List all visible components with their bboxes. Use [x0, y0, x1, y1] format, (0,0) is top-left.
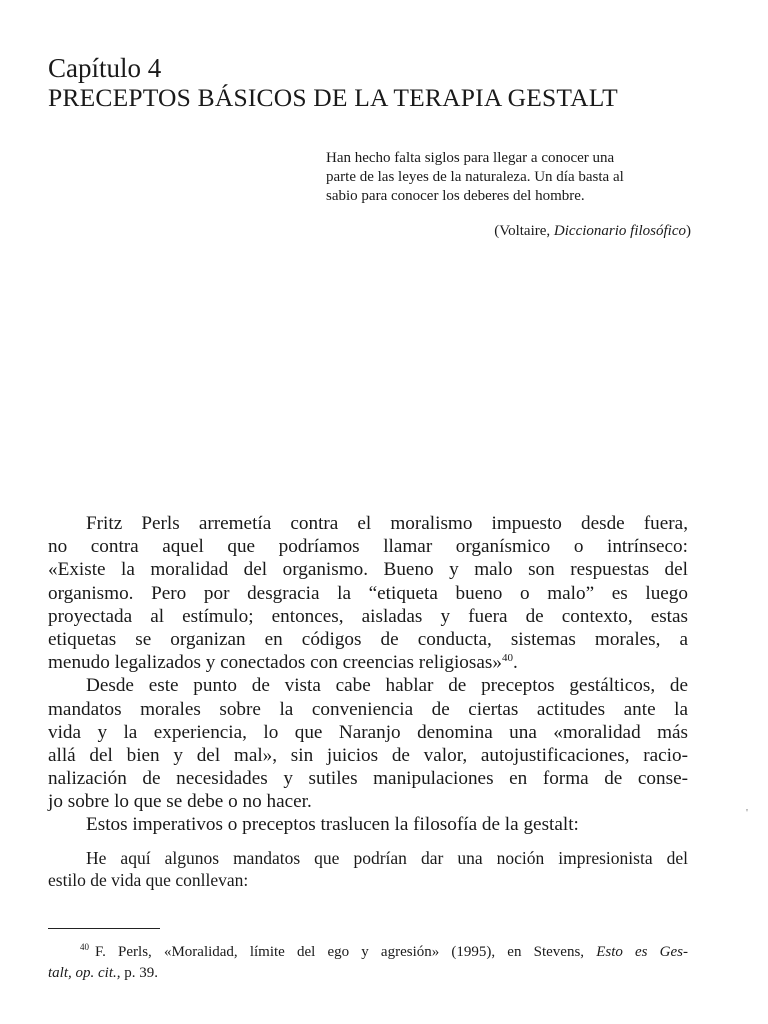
- epigraph-attribution: [451, 222, 691, 241]
- footnote-number: 40: [80, 942, 89, 952]
- epigraph: [326, 149, 698, 239]
- body-line: vida y la experiencia, lo que Naranjo denomina una «moralidad más: [48, 721, 688, 743]
- footnote-italic: talt, op. cit.,: [48, 965, 121, 981]
- intro-paragraph: [48, 848, 688, 891]
- intro-line: He aquí algunos mandatos que podrían dar una noción impresionista del: [86, 848, 688, 868]
- body-line: jo sobre lo que se debe o no hacer.: [48, 791, 312, 813]
- chapter-number: Capítulo 4: [48, 53, 162, 83]
- margin-mark: ': [746, 807, 748, 819]
- body-line: mandatos morales sobre la conveniencia de ciertas actitudes ante la: [48, 698, 688, 720]
- epigraph-line: parte de las leyes de la naturaleza. Un día basta al: [326, 169, 624, 185]
- epigraph-line: Han hecho falta siglos para llegar a conocer una: [326, 150, 615, 166]
- body-line-text: menudo legalizados y conectados con creencias religiosas»: [48, 652, 502, 674]
- epigraph-line: sabio para conocer los deberes del hombre.: [326, 188, 585, 204]
- body-line: etiquetas se organizan en códigos de conducta, sistemas morales, a: [48, 628, 688, 650]
- body-line: Estos imperativos o preceptos traslucen la filosofía de la gestalt:: [86, 814, 579, 836]
- footnote-reference[interactable]: 40: [501, 652, 513, 665]
- intro-line: estilo de vida que conllevan:: [48, 869, 249, 890]
- attribution-suffix: ): [686, 223, 691, 239]
- body-text: [48, 512, 688, 837]
- body-line-end: .: [512, 652, 518, 674]
- attribution-prefix: (Voltaire,: [494, 223, 554, 239]
- footnote-line: [48, 942, 688, 963]
- footnote-divider: [48, 928, 160, 929]
- body-line: nalización de necesidades y sutiles manipulaciones en forma de conse-: [48, 768, 688, 790]
- body-line: allá del bien y del mal», sin juicios de valor, autojustificaciones, racio-: [48, 744, 688, 766]
- body-line: no contra aquel que podríamos llamar organísmico o intrínseco:: [48, 536, 688, 558]
- footnote: [48, 942, 688, 984]
- footnote-text: F. Perls, «Moralidad, límite del ego y agresión» (1995), en Stevens,: [95, 944, 597, 960]
- body-line: proyectada al estímulo; entonces, aisladas y fuera de contexto, estas: [48, 605, 688, 627]
- body-line: [48, 651, 688, 674]
- body-line: Desde este punto de vista cabe hablar de preceptos gestálticos, de: [86, 675, 688, 697]
- footnote-italic: Esto es Ges-: [596, 944, 688, 960]
- footnote-text: p. 39.: [120, 965, 158, 981]
- footnote-line: [48, 963, 688, 984]
- body-line: Fritz Perls arremetía contra el moralismo impuesto desde fuera,: [86, 513, 688, 534]
- body-line: organismo. Pero por desgracia la “etiqueta bueno o malo” es luego: [48, 582, 688, 604]
- chapter-title: PRECEPTOS BÁSICOS DE LA TERAPIA GESTALT: [48, 83, 618, 112]
- body-line: «Existe la moralidad del organismo. Bueno y malo son respuestas del: [48, 559, 688, 581]
- attribution-work: Diccionario filosófico: [553, 223, 686, 239]
